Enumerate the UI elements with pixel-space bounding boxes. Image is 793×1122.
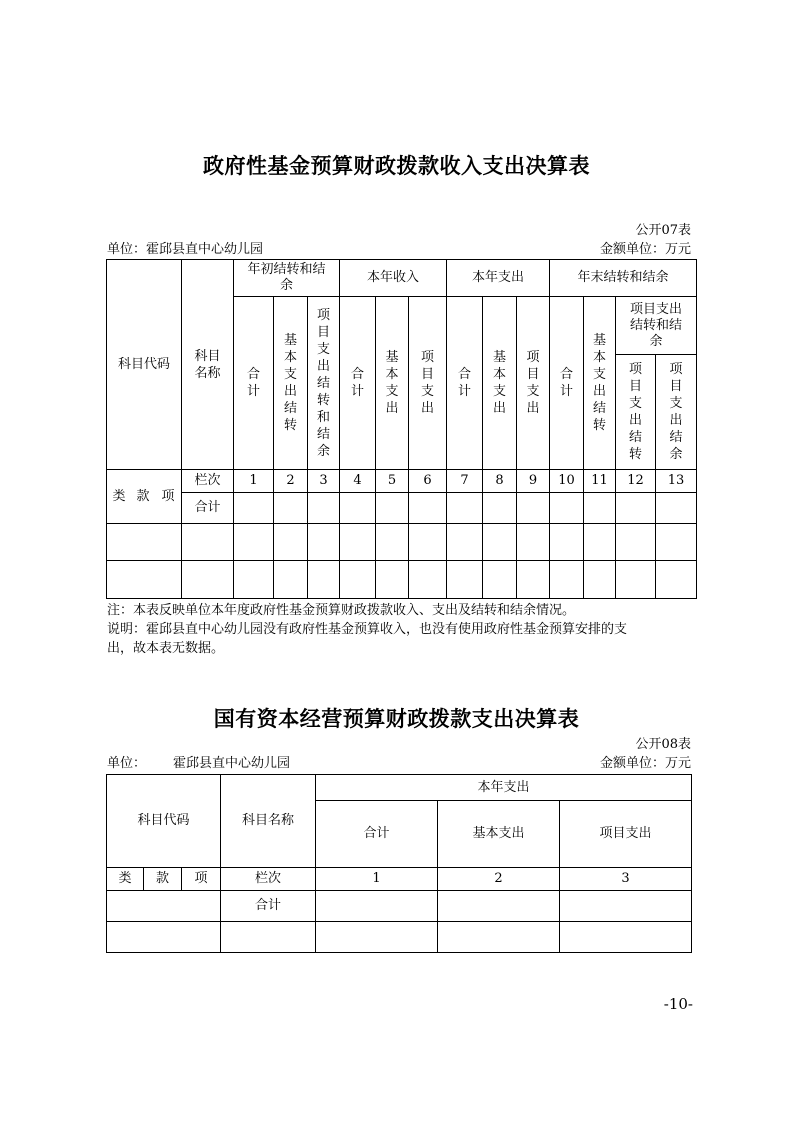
table-row [107, 922, 692, 953]
table1-h-income-basic: 基本支出 [376, 297, 409, 470]
table1-col-num: 8 [483, 470, 517, 493]
table2-unit-name: 霍邱县直中心幼儿园 [173, 756, 291, 771]
table1-h-income-total: 合计 [340, 297, 376, 470]
note-line-3: 出，故本表无数据。 [107, 641, 225, 656]
table1-header-subject-code: 科目代码 [107, 260, 182, 470]
table2-lei: 类 [107, 868, 144, 891]
note-line-1: 注：本表反映单位本年度政府性基金预算财政拨款收入、支出及结转和结余情况。 [107, 603, 576, 618]
table1-header-expense: 本年支出 [447, 260, 550, 297]
table2 [106, 774, 692, 953]
table2-kuan: 款 [144, 868, 182, 891]
table1-col-num: 3 [308, 470, 340, 493]
table1-col-num: 6 [409, 470, 447, 493]
table1-col-num: 5 [376, 470, 409, 493]
page-number: -10- [663, 995, 693, 1013]
table1-lei-kuan-xiang [107, 470, 182, 524]
table2-header-total: 合计 [316, 801, 438, 868]
table1-col-num: 2 [274, 470, 308, 493]
table2-col-num: 3 [560, 868, 692, 891]
table1-col-num: 12 [616, 470, 656, 493]
table1-h-income-project: 项目支出 [409, 297, 447, 470]
table1-title: 政府性基金预算财政拨款收入支出决算表 [203, 154, 590, 178]
table1-col-num: 7 [447, 470, 483, 493]
table1-sum-label: 合计 [182, 493, 234, 524]
table1-amount-unit: 金额单位：万元 [599, 242, 691, 257]
table1-h-expense-project: 项目支出 [517, 297, 550, 470]
table1-header-subject-name: 科目名称 [182, 260, 234, 470]
table1-col-num: 1 [234, 470, 274, 493]
table2-header-subject-name: 科目名称 [221, 775, 316, 868]
table2-col-num: 1 [316, 868, 438, 891]
table-row [107, 561, 697, 599]
table1-kuan: 款 [136, 488, 150, 504]
table2-title: 国有资本经营预算财政拨款支出决算表 [213, 707, 580, 731]
table2-amount-unit: 金额单位：万元 [599, 756, 691, 771]
table2-number: 公开08表 [635, 737, 691, 752]
table2-column-no-label: 栏次 [221, 868, 316, 891]
table1-h-begin-project: 项目支出结转和结余 [308, 297, 340, 470]
table2-header-subject-code: 科目代码 [107, 775, 221, 868]
table1-col-num: 4 [340, 470, 376, 493]
table1-h-end-proj-balance: 项目支出结余 [656, 355, 697, 470]
table1-xiang: 项 [161, 488, 175, 504]
table1-number: 公开07表 [635, 223, 691, 238]
table1-h-begin-basic: 基本支出结转 [274, 297, 308, 470]
table1-header-begin-balance: 年初结转和结余 [234, 260, 340, 297]
table1-h-begin-total: 合计 [234, 297, 274, 470]
table1-h-end-total: 合计 [550, 297, 584, 470]
table2-header-basic: 基本支出 [438, 801, 560, 868]
table1 [106, 259, 697, 599]
table1-col-num: 10 [550, 470, 584, 493]
table2-unit-prefix: 单位： [107, 756, 147, 771]
table1-header-income: 本年收入 [340, 260, 447, 297]
table-row [107, 524, 697, 561]
table2-header-year-expense: 本年支出 [316, 775, 692, 801]
table1-column-no-label: 栏次 [182, 470, 234, 493]
table2-header-project: 项目支出 [560, 801, 692, 868]
table1-h-end-basic: 基本支出结转 [584, 297, 616, 470]
table1-h-end-proj-carry: 项目支出结转 [616, 355, 656, 470]
table1-h-expense-total: 合计 [447, 297, 483, 470]
table1-col-num: 13 [656, 470, 697, 493]
table1-col-num: 9 [517, 470, 550, 493]
table2-sum-label: 合计 [221, 891, 316, 922]
table1-col-num: 11 [584, 470, 616, 493]
table1-header-end-balance: 年末结转和结余 [550, 260, 697, 297]
table1-unit: 单位：霍邱县直中心幼儿园 [107, 242, 264, 257]
table2-col-num: 2 [438, 868, 560, 891]
table2-xiang: 项 [182, 868, 221, 891]
note-line-2: 说明：霍邱县直中心幼儿园没有政府性基金预算收入，也没有使用政府性基金预算安排的支 [107, 622, 628, 637]
notes [107, 601, 707, 658]
table1-lei: 类 [112, 488, 126, 504]
table1-h-end-project-group: 项目支出结转和结余 [616, 297, 697, 355]
table1-h-expense-basic: 基本支出 [483, 297, 517, 470]
